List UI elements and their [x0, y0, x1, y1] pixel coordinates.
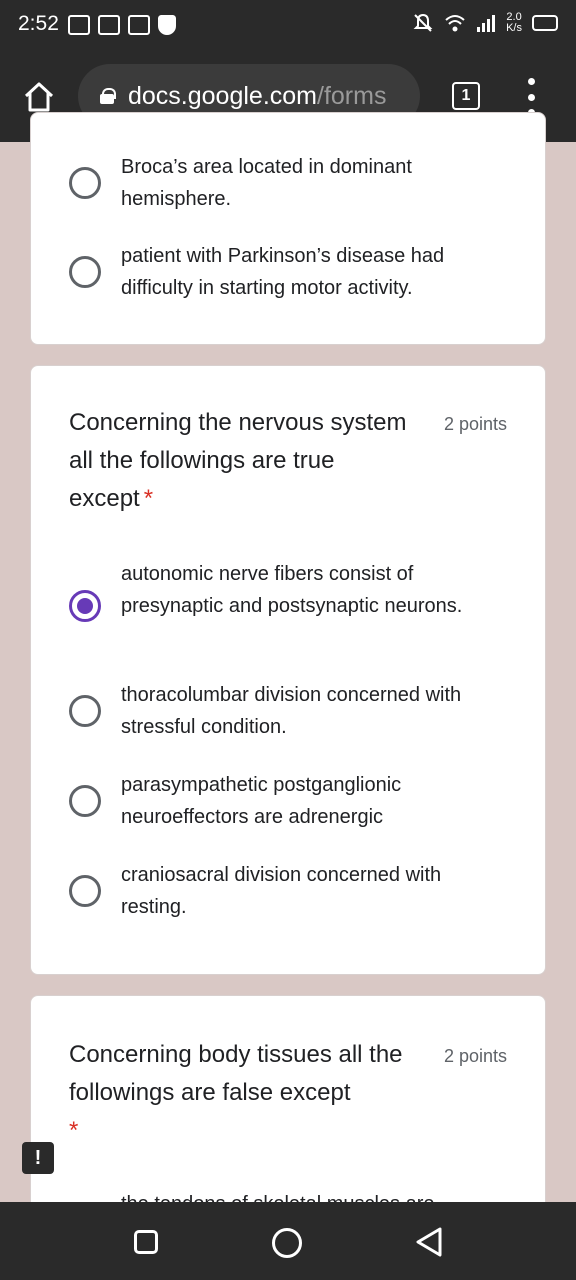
option-label: Broca’s area located in dominant hemisphere.	[121, 156, 412, 210]
navigation-bar	[0, 1202, 576, 1280]
question-title-text: Concerning body tissues all the followings are false except	[69, 1041, 403, 1106]
feedback-icon[interactable]: !	[22, 1142, 54, 1174]
home-icon[interactable]	[22, 80, 56, 114]
question-card	[30, 112, 546, 345]
option-label: patient with Parkinson’s disease had difficulty in starting motor activity.	[121, 245, 445, 299]
radio-button[interactable]	[69, 167, 101, 199]
url-domain: docs.google.com	[128, 81, 318, 110]
mute-icon	[412, 12, 434, 34]
option-label: thoracolumbar division concerned with stressful condition.	[121, 684, 462, 738]
back-icon[interactable]	[414, 1226, 444, 1258]
notification-icon	[68, 15, 90, 35]
radio-button-selected[interactable]	[69, 590, 101, 622]
keyboard-icon	[98, 15, 120, 35]
tab-switcher-button[interactable]: 1	[452, 82, 480, 110]
question-title-text: Concerning the nervous system all the followings are true except	[69, 409, 407, 512]
radio-button[interactable]	[69, 785, 101, 817]
network-speed-value: 2.0	[506, 11, 522, 23]
shield-icon	[158, 15, 176, 35]
wifi-icon	[444, 13, 466, 33]
question-card	[30, 365, 546, 975]
required-asterisk: *	[69, 1117, 79, 1144]
recents-icon[interactable]	[134, 1230, 158, 1254]
question-title	[69, 404, 409, 518]
radio-button[interactable]	[69, 256, 101, 288]
radio-button[interactable]	[69, 875, 101, 907]
option-label: craniosacral division concerned with resting.	[121, 864, 442, 918]
network-speed	[506, 12, 522, 34]
required-asterisk: *	[143, 485, 154, 512]
battery-icon	[532, 15, 558, 31]
lock-icon	[100, 88, 114, 104]
option-label: parasympathetic postganglionic neuroeffectors are adrenergic	[121, 774, 402, 828]
question-title	[69, 1036, 409, 1150]
option-label: autonomic nerve fibers consist of presynaptic and postsynaptic neurons.	[121, 563, 463, 617]
radio-button[interactable]	[69, 695, 101, 727]
url-path: /forms	[317, 81, 387, 110]
question-points: 2 points	[443, 414, 507, 434]
home-circle-icon[interactable]	[272, 1228, 302, 1258]
app-icon	[128, 15, 150, 35]
status-time: 2:52	[18, 12, 59, 35]
signal-icon	[476, 13, 496, 33]
system-icons	[412, 12, 558, 34]
status-bar	[0, 0, 576, 52]
network-speed-unit: K/s	[506, 22, 522, 34]
form-content	[0, 142, 576, 1202]
question-points: 2 points	[443, 1046, 507, 1066]
more-menu-icon[interactable]	[526, 78, 536, 116]
notification-icons	[68, 15, 176, 35]
